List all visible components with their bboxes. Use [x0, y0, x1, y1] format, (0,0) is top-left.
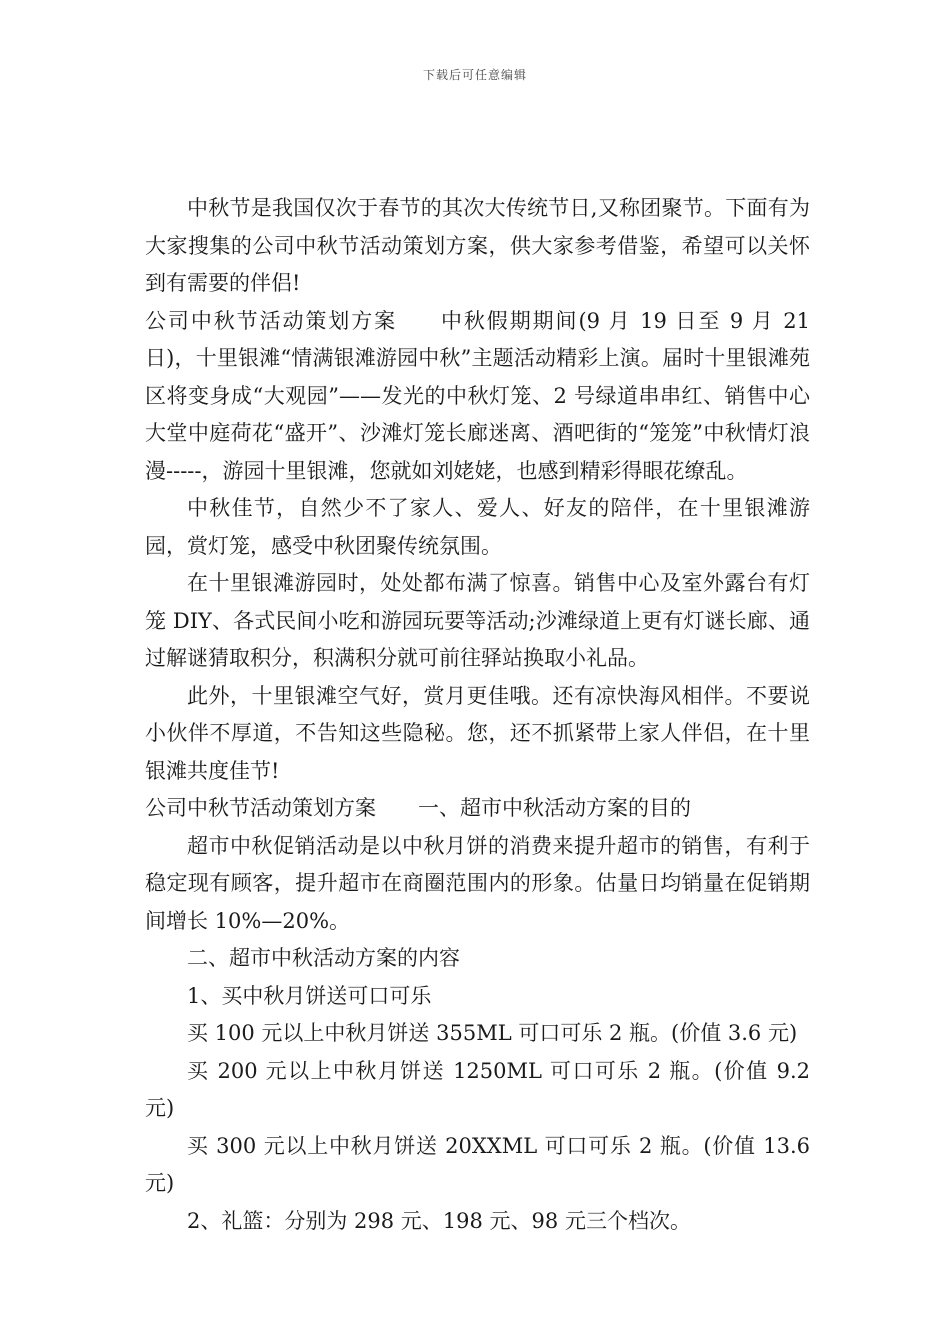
- paragraph-content-heading: 二、超市中秋活动方案的内容: [187, 946, 460, 970]
- paragraph-purpose: 超市中秋促销活动是以中秋月饼的消费来提升超市的销售，有利于稳定现有顾客，提升超市在商圈范围内的形象。估量日均销量在促销期间增长 10%—20%。: [145, 833, 810, 933]
- paragraph-text: 一、超市中秋活动方案的目的: [418, 796, 691, 820]
- paragraph-intro: 中秋节是我国仅次于春节的其次大传统节日,又称团聚节。下面有为大家搜集的公司中秋节活动策划方案，供大家参考借鉴，希望可以关怀到有需要的伴侣!: [145, 196, 810, 295]
- list-item: 2、礼篮：分别为 298 元、198 元、98 元三个档次。: [187, 1208, 691, 1233]
- section-title: 公司中秋节活动策划方案: [145, 308, 398, 333]
- paragraph-family: 中秋佳节，自然少不了家人、爱人、好友的陪伴，在十里银滩游园，赏灯笼，感受中秋团聚传统氛围。: [145, 496, 810, 558]
- list-item: 买 100 元以上中秋月饼送 355ML 可口可乐 2 瓶。(价值 3.6 元): [187, 1021, 798, 1045]
- section-title: 公司中秋节活动策划方案: [145, 796, 376, 820]
- paragraph-plan-one: [145, 303, 810, 491]
- list-item: 买 300 元以上中秋月饼送 20XXML 可口可乐 2 瓶。(价值 13.6 元): [145, 1133, 810, 1195]
- document-body: [145, 190, 810, 1240]
- paragraph-surprises: 在十里银滩游园时，处处都布满了惊喜。销售中心及室外露台有灯笼 DIY、各式民间小吃和游园玩要等活动;沙滩绿道上更有灯谜长廊、通过解谜猜取积分，积满积分就可前往驿站换取小礼品。: [145, 571, 810, 670]
- paragraph-moon: 此外，十里银滩空气好，赏月更佳哦。还有凉快海风相伴。不要说小伙伴不厚道，不告知这些隐秘。您，还不抓紧带上家人伴侣，在十里银滩共度佳节!: [145, 683, 810, 783]
- page-header: 下载后可任意编辑: [422, 68, 527, 82]
- list-item: 买 200 元以上中秋月饼送 1250ML 可口可乐 2 瓶。(价值 9.2 元): [145, 1058, 810, 1120]
- list-item: 1、买中秋月饼送可口可乐: [187, 983, 432, 1008]
- paragraph-text: 中秋假期期间(9 月 19 日至 9 月 21 日)，十里银滩“情满银滩游园中秋”主题活动精彩上演。届时十里银滩苑区将变身成“大观园”——发光的中秋灯笼、2 号绿道串串红、销售中心大堂中庭荷花“盛开”、沙滩灯笼长廊迷离、酒吧街的“笼笼”中秋情灯浪漫-----，游园十里银滩，您就如刘姥姥，也感到精彩得眼花缭乱。: [145, 308, 811, 483]
- paragraph-plan-two: [145, 790, 810, 828]
